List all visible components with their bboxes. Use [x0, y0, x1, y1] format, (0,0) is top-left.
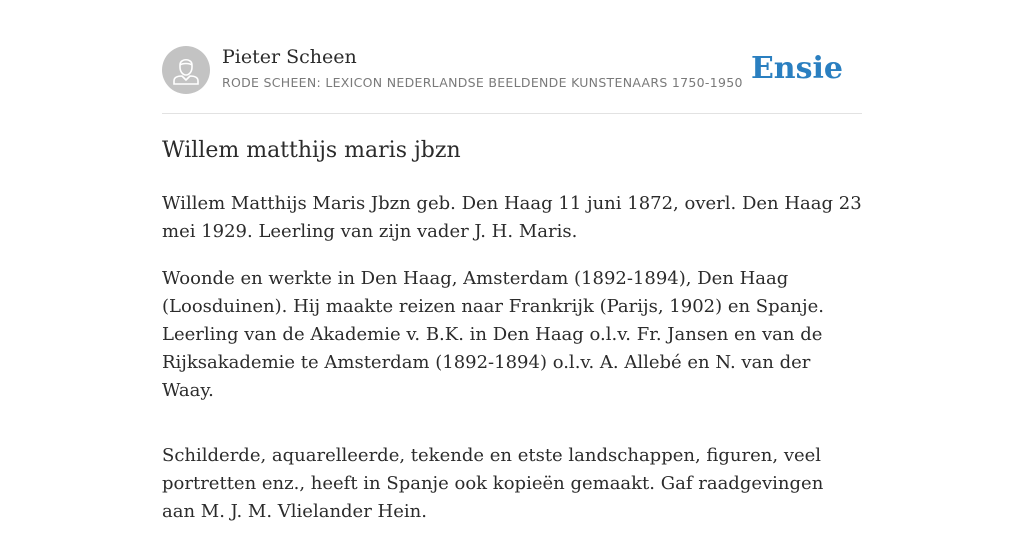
article-paragraph: Willem Matthijs Maris Jbzn geb. Den Haag 11 juni 1872, overl. Den Haag 23 mei 1929. Leerling van zijn vader J. H. Maris. — [162, 193, 862, 242]
article-paragraph: Schilderde, aquarelleerde, tekende en etste landschappen, figuren, veel portretten enz., heeft in Spanje ook kopieën gemaakt. Gaf raadgevingen aan M. J. M. Vlielander Hein. — [162, 445, 824, 522]
article-header — [162, 46, 862, 96]
source-title[interactable]: RODE SCHEEN: LEXICON NEDERLANDSE BEELDENDE KUNSTENAARS 1750-1950 — [222, 75, 743, 90]
author-name[interactable]: Pieter Scheen — [222, 46, 357, 68]
article-paragraph: Woonde en werkte in Den Haag, Amsterdam (1892-1894), Den Haag (Loosduinen). Hij maakte reizen naar Frankrijk (Parijs, 1902) en Spanje. Leerling van de Akademie v. B.K. in Den Haag o.l.v. Fr. Jansen en van de Rijksakademie te Amsterdam (1892-1894) o.l.v. A. Allebé en N. van der Waay. — [162, 268, 824, 401]
header-divider — [162, 113, 862, 114]
user-avatar-icon[interactable] — [162, 46, 210, 94]
page-title: Willem matthijs maris jbzn — [162, 138, 461, 163]
article-body — [162, 190, 862, 545]
ensie-logo[interactable]: Ensie — [750, 51, 843, 86]
